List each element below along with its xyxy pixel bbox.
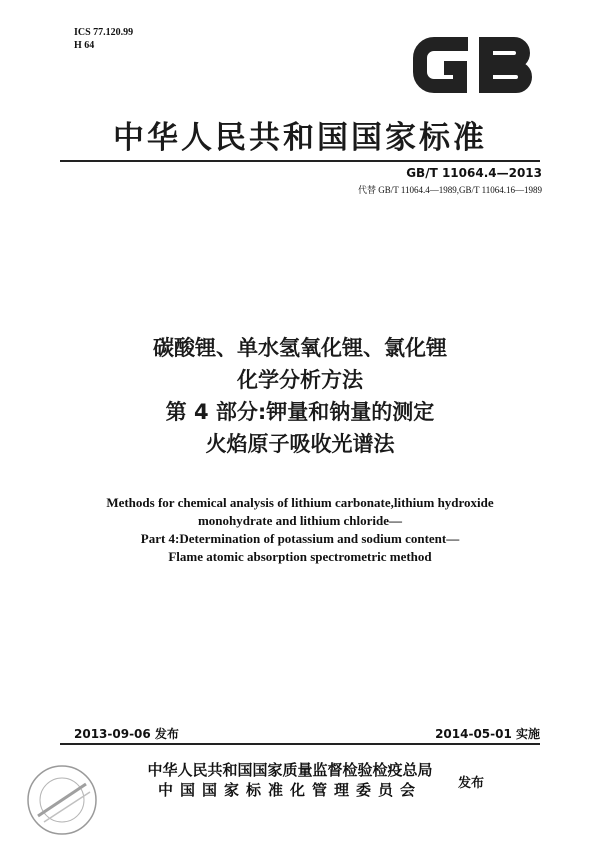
replaces-note: 代替 GB/T 11064.4—1989,GB/T 11064.16—1989: [357, 185, 542, 195]
english-title-line: monohydrate and lithium chloride—: [197, 513, 403, 528]
anti-counterfeit-seal: [18, 756, 106, 844]
chinese-title-line: 第 4 部分:钾量和钠量的测定: [165, 400, 435, 424]
issuing-authorities: [120, 760, 460, 800]
ccs-code: H 64: [74, 40, 95, 51]
english-title-line: Part 4:Determination of potassium and sodium content—: [140, 531, 460, 546]
english-title: [0, 494, 600, 566]
chinese-title-line: 火焰原子吸收光谱法: [205, 432, 395, 456]
chinese-title-line: 化学分析方法: [237, 368, 363, 392]
issuer-aqsiq: 中华人民共和国国家质量监督检验检疫总局: [147, 761, 433, 779]
bottom-divider: [60, 743, 540, 745]
classification-codes: [74, 26, 133, 52]
english-title-line: Methods for chemical analysis of lithium carbonate,lithium hydroxide: [106, 495, 494, 510]
standard-code-block: [358, 166, 542, 196]
top-divider: [60, 160, 540, 162]
ics-code: ICS 77.120.99: [74, 27, 134, 38]
issue-date: 2013-09-06 发布: [74, 727, 179, 741]
chinese-title-line: 碳酸锂、单水氢氧化锂、氯化锂: [153, 336, 447, 360]
issuer-sac: 中国国家标准化管理委员会: [157, 781, 422, 799]
english-title-line: Flame atomic absorption spectrometric method: [168, 549, 432, 564]
implementation-date: 2014-05-01 实施: [435, 727, 540, 741]
standard-number: GB/T 11064.4—2013: [406, 166, 542, 180]
gb-logo: [410, 30, 538, 100]
chinese-title: [0, 332, 600, 460]
standard-category-title: 中华人民共和国国家标准: [113, 120, 487, 156]
issue-label: 发布: [458, 776, 485, 791]
